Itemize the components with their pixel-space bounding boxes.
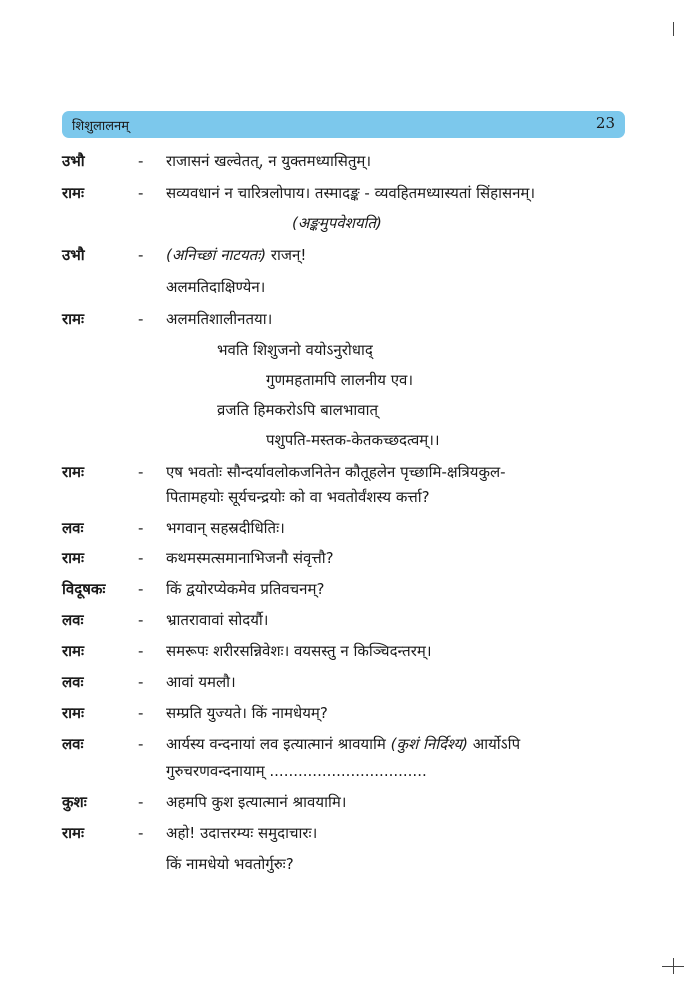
speaker: रामः [62,824,85,842]
speaker: रामः [62,310,85,328]
speaker: कुशः [62,793,87,811]
speaker: रामः [62,642,85,660]
dialogue-text: गुरुचरणवन्दनायाम् ................................. [166,762,427,780]
dash: - [138,549,144,567]
dialogue-text: समरूपः शरीरसन्निवेशः। वयसस्तु न किञ्चिदन्तरम्। [166,642,432,660]
speaker: रामः [62,463,85,481]
dash: - [138,580,144,598]
dialogue-text: सव्यवधानं न चारित्रलोपाय। तस्मादङ्क - व्यवहितमध्यास्यतां सिंहासनम्। [166,184,536,202]
dash: - [138,184,144,202]
crop-mark [662,966,684,967]
dialogue-text: राजन्! [270,246,307,264]
speaker: लवः [62,673,84,691]
verse-line: पशुपति-मस्तक-केतकच्छदत्वम्।। [266,431,440,449]
stage-direction: (कुशं निर्दिश्य) [390,735,468,753]
dash: - [138,824,144,842]
dialogue-text: किं नामधेयो भवतोर्गुरुः? [166,855,294,873]
dialogue-text: आवां यमलौ। [166,673,236,691]
dash: - [138,611,144,629]
dialogue-text: अलमतिशालीनतया। [166,310,273,328]
dash: - [138,793,144,811]
speaker: रामः [62,704,85,722]
chapter-title: शिशुलालनम् [72,119,130,134]
dash: - [138,642,144,660]
dialogue-text: अहमपि कुश इत्यात्मानं श्रावयामि। [166,793,347,811]
speaker: लवः [62,519,84,537]
verse-line: व्रजति हिमकरोऽपि बालभावात् [217,401,379,419]
dialogue-text: अहो! उदात्तरम्यः समुदाचारः। [166,824,318,842]
stage-direction: (अङ्कमुपवेशयति) [292,214,382,232]
stage-direction: (अनिच्छां नाटयतः) [166,246,267,264]
speaker: रामः [62,184,85,202]
dialogue-text: राजासनं खल्वेतत्, न युक्तमध्यासितुम्। [166,152,372,170]
dash: - [138,735,144,753]
dialogue-text: कथमस्मत्समानाभिजनौ संवृत्तौ? [166,549,334,567]
dash: - [138,463,144,481]
dash: - [138,519,144,537]
speaker: लवः [62,611,84,629]
dialogue-text: भ्रातरावावां सोदर्यौ। [166,611,269,629]
speaker: रामः [62,549,85,567]
dialogue-text: अलमतिदाक्षिण्येन। [166,278,266,296]
speaker: उभौ [62,246,85,264]
dash: - [138,704,144,722]
dialogue-text: किं द्वयोरप्येकमेव प्रतिवचनम्? [166,580,325,598]
speaker: लवः [62,735,84,753]
speaker: उभौ [62,152,85,170]
page-number: 23 [595,114,615,132]
dialogue-text: एष भवतोः सौन्दर्यावलोकजनितेन कौतूहलेन पृच्छामि-क्षत्रियकुल- [166,463,506,481]
dialogue-text: भगवान् सहस्रदीधितिः। [166,519,285,537]
verse-line: भवति शिशुजनो वयोऽनुरोधाद् [217,341,373,359]
dash: - [138,246,144,264]
crop-mark [673,22,674,36]
verse-line: गुणमहतामपि लालनीय एव। [266,371,414,389]
dialogue-text: पितामहयोः सूर्यचन्द्रयोः को वा भवतोर्वंशस्य कर्त्ता? [166,488,430,506]
dialogue-text: आर्यस्य वन्दनायां लव इत्यात्मानं श्रावयामि [166,735,386,753]
dialogue-text: सम्प्रति युज्यते। किं नामधेयम्? [166,704,328,722]
page-header [62,111,625,138]
dash: - [138,152,144,170]
dash: - [138,673,144,691]
speaker: विदूषकः [62,580,106,598]
dialogue-text: आर्योऽपि [472,735,521,753]
dash: - [138,310,144,328]
